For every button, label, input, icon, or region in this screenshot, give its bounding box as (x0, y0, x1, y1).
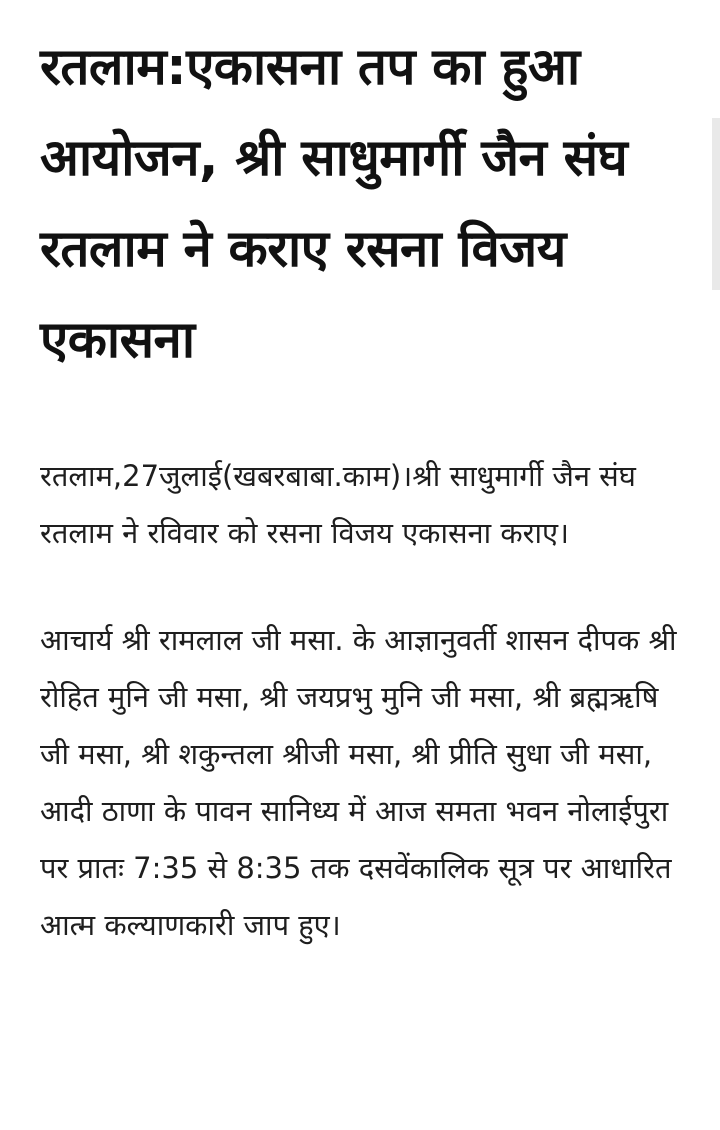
article-headline: रतलाम:एकासना तप का हुआ आयोजन, श्री साधुमार्गी जैन संघ रतलाम ने कराए रसना विजय एकासना (40, 38, 628, 370)
article-paragraph-1: रतलाम,27जुलाई(खबरबाबा.काम)।श्री साधुमार्गी जैन संघ रतलाम ने रविवार को रसना विजय एकासना कराए। (40, 459, 636, 550)
scrollbar-thumb[interactable] (712, 118, 720, 290)
article-paragraph-2: आचार्य श्री रामलाल जी मसा. के आज्ञानुवर्ती शासन दीपक श्री रोहित मुनि जी मसा, श्री जयप्रभु मुनि जी मसा, श्री ब्रह्मऋषि जी मसा, श्री शकुन्तला श्रीजी मसा, श्री प्रीति सुधा जी मसा, आदी ठाणा के पावन सानिध्य में आज समता भवन नोलाईपुरा पर प्रातः 7:35 से 8:35 तक दसवेंकालिक सूत्र पर आधारित आत्म कल्याणकारी जाप हुए। (40, 623, 677, 942)
